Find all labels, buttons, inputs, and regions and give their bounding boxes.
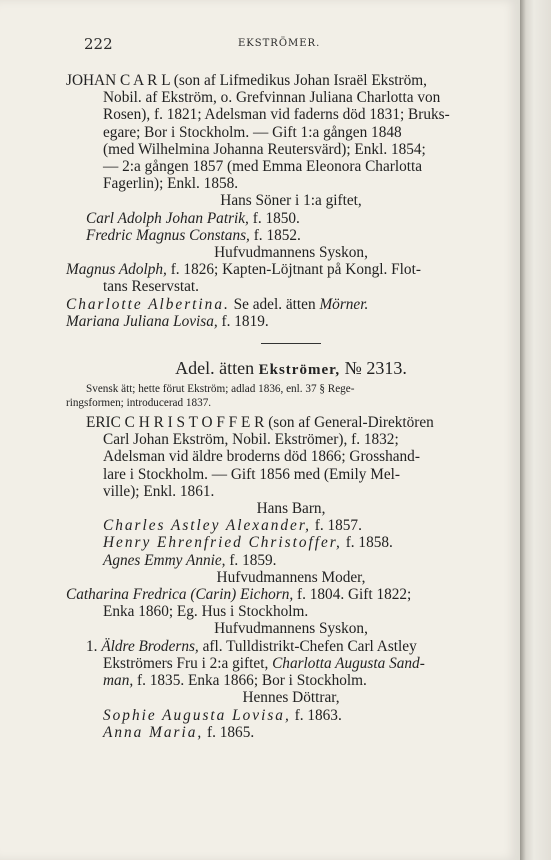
brother-wife-name: man, xyxy=(103,672,134,690)
brother-name: Äldre Broderns, xyxy=(101,637,199,655)
title-number: № 2313. xyxy=(344,358,407,379)
family-intro xyxy=(66,382,516,410)
son-entry xyxy=(66,210,516,227)
brother-entry xyxy=(66,638,516,655)
sibling-entry xyxy=(66,296,516,313)
daughter-born: f. 1863. xyxy=(294,706,342,724)
daughters-heading: Hennes Döttrar, xyxy=(242,689,340,707)
child-born: f. 1858. xyxy=(345,534,393,552)
sibling-detail-cont: tans Reservstat. xyxy=(103,278,200,296)
daughter-name: Sophie Augusta Lovisa, xyxy=(103,706,291,724)
family-title xyxy=(66,356,516,382)
eric-line: ERIC C H R I S T O F F E R (son af General-Direktören xyxy=(86,414,434,432)
page-edge xyxy=(520,0,551,860)
mother-detail-cont: Enka 1860; Eg. Hus i Stockholm. xyxy=(103,603,309,621)
johan-line: egare; Bor i Stockholm. — Gift 1:a gången 1848 xyxy=(103,123,402,141)
brother-detail-cont: Ekströmers Fru i 2:a giftet, Charlotta Augusta Sand- xyxy=(103,654,425,672)
johan-line: Nobil. af Ekström, o. Grefvinnan Juliana Charlotta von xyxy=(103,89,441,107)
mother-entry xyxy=(66,586,516,603)
eric-line: Adelsman vid äldre broderns död 1866; Grosshand- xyxy=(103,448,420,466)
entry-eric-christoffer xyxy=(66,414,516,500)
daughter-name: Anna Maria, xyxy=(103,723,204,741)
children-heading: Hans Barn, xyxy=(256,500,326,518)
child-entry xyxy=(66,517,516,534)
mother-heading: Hufvudmannens Moder, xyxy=(216,568,366,586)
entry-johan-carl xyxy=(66,72,516,192)
sibling-name: Mariana Juliana Lovisa, xyxy=(66,312,218,330)
johan-line: Fagerlin); Enkl. 1858. xyxy=(103,175,239,193)
mother-detail: f. 1804. Gift 1822; xyxy=(297,586,412,604)
mother-name: Catharina Fredrica (Carin) Eichorn, xyxy=(66,586,294,604)
brother-wife-name: Charlotta Augusta Sand- xyxy=(272,654,425,672)
brother-detail-cont: man, f. 1835. Enka 1866; Bor i Stockholm. xyxy=(103,672,367,690)
page-body xyxy=(66,72,516,741)
title-prefix: Adel. ätten xyxy=(175,358,255,379)
sons-heading: Hans Söner i 1:a giftet, xyxy=(220,192,362,210)
sibling-name: Charlotte Albertina. xyxy=(66,295,230,313)
johan-line: (med Wilhelmina Johanna Reutersvärd); Enkl. 1854; xyxy=(103,140,426,158)
sibling-detail: f. 1826; Kapten-Löjtnant på Kongl. Flot- xyxy=(170,261,421,279)
title-name: Ekströmer, xyxy=(258,362,341,379)
daughter-born: f. 1865. xyxy=(207,723,255,741)
child-entry xyxy=(66,534,516,551)
child-entry xyxy=(66,552,516,569)
intro-line: ringsformen; introducerad 1837. xyxy=(66,397,212,410)
section-divider xyxy=(261,343,321,344)
child-born: f. 1859. xyxy=(229,551,277,569)
running-title: EKSTRÖMER. xyxy=(238,38,321,49)
child-name: Agnes Emmy Annie, xyxy=(103,551,226,569)
intro-line: Svensk ätt; hette förut Ekström; adlad 1836, enl. 37 § Rege- xyxy=(86,383,355,396)
johan-line: — 2:a gången 1857 (med Emma Eleonora Charlotta xyxy=(103,158,423,176)
johan-line: Rosen), f. 1821; Adelsman vid faderns död 1831; Bruks- xyxy=(103,106,450,124)
daughter-entry xyxy=(66,707,516,724)
brother-number: 1. xyxy=(86,637,98,655)
brother-detail: afl. Tulldistrikt-Chefen Carl Astley xyxy=(202,637,417,655)
sibling-name: Magnus Adolph, xyxy=(66,261,167,279)
sibling-detail: Se adel. ätten xyxy=(233,295,316,313)
child-name: Henry Ehrenfried Christoffer, xyxy=(103,534,342,552)
sibling-entry xyxy=(66,313,516,330)
family-name: Mörner. xyxy=(319,295,369,313)
daughter-entry xyxy=(66,724,516,741)
child-born: f. 1857. xyxy=(314,517,362,535)
son-born: f. 1852. xyxy=(253,226,301,244)
johan-line: JOHAN C A R L (son af Lifmedikus Johan Israël Ekström, xyxy=(66,72,427,89)
page-number: 222 xyxy=(84,35,113,53)
son-born: f. 1850. xyxy=(252,209,300,227)
child-name: Charles Astley Alexander, xyxy=(103,517,311,535)
siblings-heading: Hufvudmannens Syskon, xyxy=(214,620,368,638)
siblings-heading: Hufvudmannens Syskon, xyxy=(214,244,368,262)
son-name: Fredric Magnus Constans, xyxy=(86,226,250,244)
eric-line: Carl Johan Ekström, Nobil. Ekströmer), f. 1832; xyxy=(103,431,399,449)
son-entry xyxy=(66,227,516,244)
sibling-entry xyxy=(66,261,516,278)
eric-line: lare i Stockholm. — Gift 1856 med (Emily Mel- xyxy=(103,465,400,483)
sibling-born: f. 1819. xyxy=(221,312,269,330)
eric-line: ville); Enkl. 1861. xyxy=(103,482,215,500)
son-name: Carl Adolph Johan Patrik, xyxy=(86,209,249,227)
